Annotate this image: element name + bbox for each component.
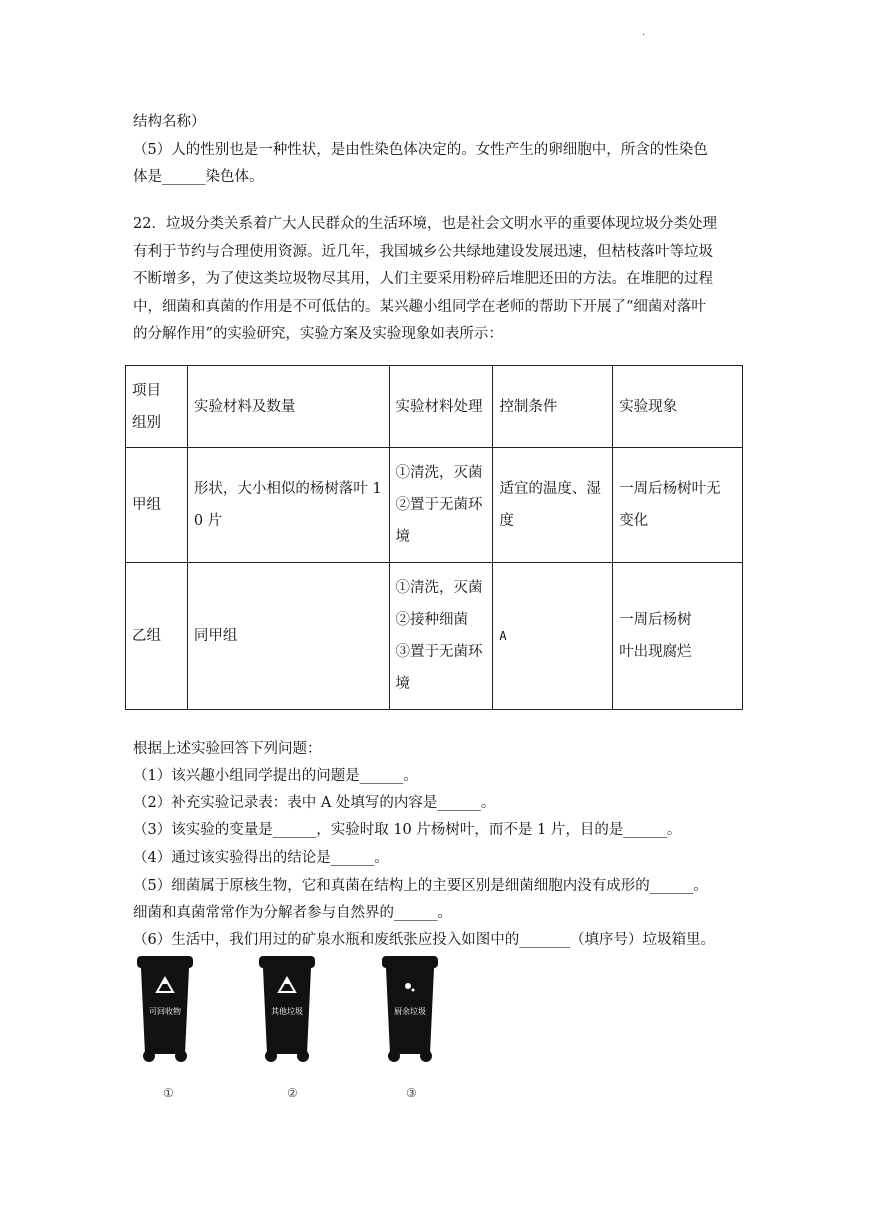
q22-line: 22．垃圾分类关系着广大人民群众的生活环境，也是社会文明水平的重要体现垃圾分类处理 — [133, 216, 717, 232]
cell-phenomenon: 一周后杨树 叶出现腐烂 — [613, 563, 743, 710]
trash-bins-figure — [125, 950, 465, 1110]
question-5-line2: 体是______染色体。 — [133, 169, 264, 185]
q22-line: 的分解作用”的实验研究，实验方案及实验现象如表所示： — [133, 326, 503, 342]
question-line: （6）生活中，我们用过的矿泉水瓶和废纸张应投入如图中的_______（填序号）垃圾箱里。 — [133, 932, 715, 948]
q22-line: 中，细菌和真菌的作用是不可低估的。某兴趣小组同学在老师的帮助下开展了“细菌对落叶 — [133, 299, 706, 315]
text-line: 结构名称） — [133, 114, 206, 130]
header-phenomenon: 实验现象 — [613, 366, 743, 448]
trash-bin-1 — [133, 950, 197, 1070]
cell-group: 乙组 — [126, 563, 188, 710]
question-line: （5）细菌属于原核生物，它和真菌在结构上的主要区别是细菌细胞内没有成形的______。 — [133, 878, 708, 894]
bin-number: ① — [163, 1086, 174, 1100]
bin-label: 可回收物 — [149, 1007, 181, 1016]
bin-label: 厨余垃圾 — [394, 1007, 426, 1016]
cell-processing: ①清洗，灭菌 ②置于无菌环 境 — [389, 448, 493, 563]
question-line: （4）通过该实验得出的结论是______。 — [133, 850, 389, 866]
question-5-line1: （5）人的性别也是一种性状，是由性染色体决定的。女性产生的卵细胞中，所含的性染色 — [133, 142, 708, 158]
trash-bin-3 — [378, 950, 442, 1070]
cell-condition: 适宜的温度、湿 度 — [493, 448, 613, 563]
table-row — [126, 448, 743, 563]
question-line: 细菌和真菌常常作为分解者参与自然界的______。 — [133, 905, 452, 921]
question-line: （3）该实验的变量是______，实验时取 10 片杨树叶，而不是 1 片，目的是______。 — [133, 822, 682, 838]
header-condition: 控制条件 — [493, 366, 613, 448]
bin-label: 其他垃圾 — [271, 1007, 303, 1016]
cell-processing: ①清洗，灭菌 ②接种细菌 ③置于无菌环 境 — [389, 563, 493, 710]
page-mark: · — [642, 30, 646, 41]
bin-number: ② — [287, 1086, 298, 1100]
cell-material: 同甲组 — [187, 563, 389, 710]
header-group: 项目 组别 — [126, 366, 188, 448]
trash-bin-2 — [255, 950, 319, 1070]
cell-material: 形状，大小相似的杨树落叶 1 0 片 — [187, 448, 389, 563]
question-line: （2）补充实验记录表：表中 A 处填写的内容是______。 — [133, 795, 496, 811]
q22-line: 有利于节约与合理使用资源。近几年，我国城乡公共绿地建设发展迅速，但枯枝落叶等垃圾 — [133, 244, 713, 260]
bin-number: ③ — [406, 1086, 417, 1100]
table-header-row — [126, 366, 743, 448]
questions-intro: 根据上述实验回答下列问题： — [133, 741, 322, 757]
question-line: （1）该兴趣小组同学提出的问题是______。 — [133, 768, 418, 784]
cell-phenomenon: 一周后杨树叶无 变化 — [613, 448, 743, 563]
cell-condition: A — [493, 563, 613, 710]
q22-line: 不断增多，为了使这类垃圾物尽其用，人们主要采用粉碎后堆肥还田的方法。在堆肥的过程 — [133, 271, 713, 287]
table-row — [126, 563, 743, 710]
cell-group: 甲组 — [126, 448, 188, 563]
header-processing: 实验材料处理 — [389, 366, 493, 448]
header-material: 实验材料及数量 — [187, 366, 389, 448]
experiment-table — [125, 365, 743, 710]
